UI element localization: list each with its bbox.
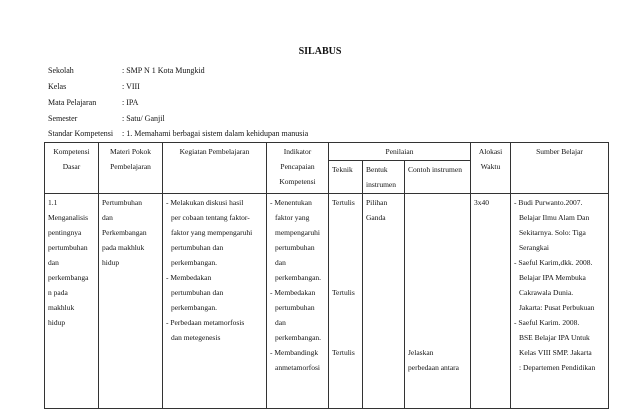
- cell-bentuk-instrumen: Pilihan Ganda: [363, 194, 405, 409]
- header-kegiatan-pembelajaran: Kegiatan Pembelajaran: [163, 143, 267, 194]
- meta-label: Mata Pelajaran: [48, 98, 97, 107]
- meta-label: Semester: [48, 114, 78, 123]
- cell-kompetensi-dasar: 1.1 Menganalisis pentingnya pertumbuhan dan perkembanga n pada makhluk hidup: [45, 194, 99, 409]
- table-row: [45, 194, 609, 409]
- meta-value: : VIII: [122, 82, 140, 91]
- cell-alokasi-waktu: 3x40: [471, 194, 511, 409]
- cell-sumber-belajar: - Budi Purwanto.2007. Belajar Ilmu Alam Dan Sekitarnya. Solo: Tiga Serangkai - Saeful Karim,dkk. 2008. Belajar IPA Membuka Cakrawala Dunia. Jakarta: Pusat Perbukuan - Saeful Karim. 2008. BSE Belajar IPA Untuk Kelas VIII SMP. Jakarta : Departemen Pendidikan: [511, 194, 609, 409]
- meta-value: : SMP N 1 Kota Mungkid: [122, 66, 205, 75]
- header-kompetensi-dasar: Kompetensi Dasar: [45, 143, 99, 194]
- meta-value: : Satu/ Ganjil: [122, 114, 165, 123]
- header-materi-pokok: Materi Pokok Pembelajaran: [99, 143, 163, 194]
- silabus-table: [44, 142, 609, 409]
- header-teknik: Teknik: [329, 161, 363, 194]
- header-sumber-belajar: Sumber Belajar: [511, 143, 609, 194]
- meta-label: Standar Kompetensi: [48, 129, 114, 138]
- header-indikator: Indikator Pencapaian Kompetensi: [267, 143, 329, 194]
- header-penilaian: Penilaian: [329, 143, 471, 161]
- header-row-1: [45, 143, 609, 161]
- meta-label: Kelas: [48, 82, 67, 91]
- header-bentuk-instrumen: Bentuk instrumen: [363, 161, 405, 194]
- header-contoh-instrumen: Contoh instrumen: [405, 161, 471, 194]
- cell-teknik: Tertulis Tertulis Tertulis: [329, 194, 363, 409]
- document-title: SILABUS: [298, 46, 342, 57]
- cell-indikator: - Menentukan faktor yang mempengaruhi pertumbuhan dan perkembangan. - Membedakan pertumbuhan dan perkembangan. - Membandingk anmetamorfosi: [267, 194, 329, 409]
- meta-value: : 1. Memahami berbagai sistem dalam kehidupan manusia: [122, 129, 309, 138]
- cell-contoh-instrumen: Jelaskan perbedaan antara: [405, 194, 471, 409]
- cell-kegiatan-pembelajaran: - Melakukan diskusi hasil per cobaan tentang faktor- faktor yang mempengaruhi pertumbuhan dan perkembangan. - Membedakan pertumbuhan dan perkembangan. - Perbedaan metamorfosis dan metegenesis: [163, 194, 267, 409]
- meta-label: Sekolah: [48, 66, 74, 75]
- header-alokasi-waktu: Alokasi Waktu: [471, 143, 511, 194]
- cell-materi-pokok: Pertumbuhan dan Perkembangan pada makhluk hidup: [99, 194, 163, 409]
- meta-value: : IPA: [122, 98, 139, 107]
